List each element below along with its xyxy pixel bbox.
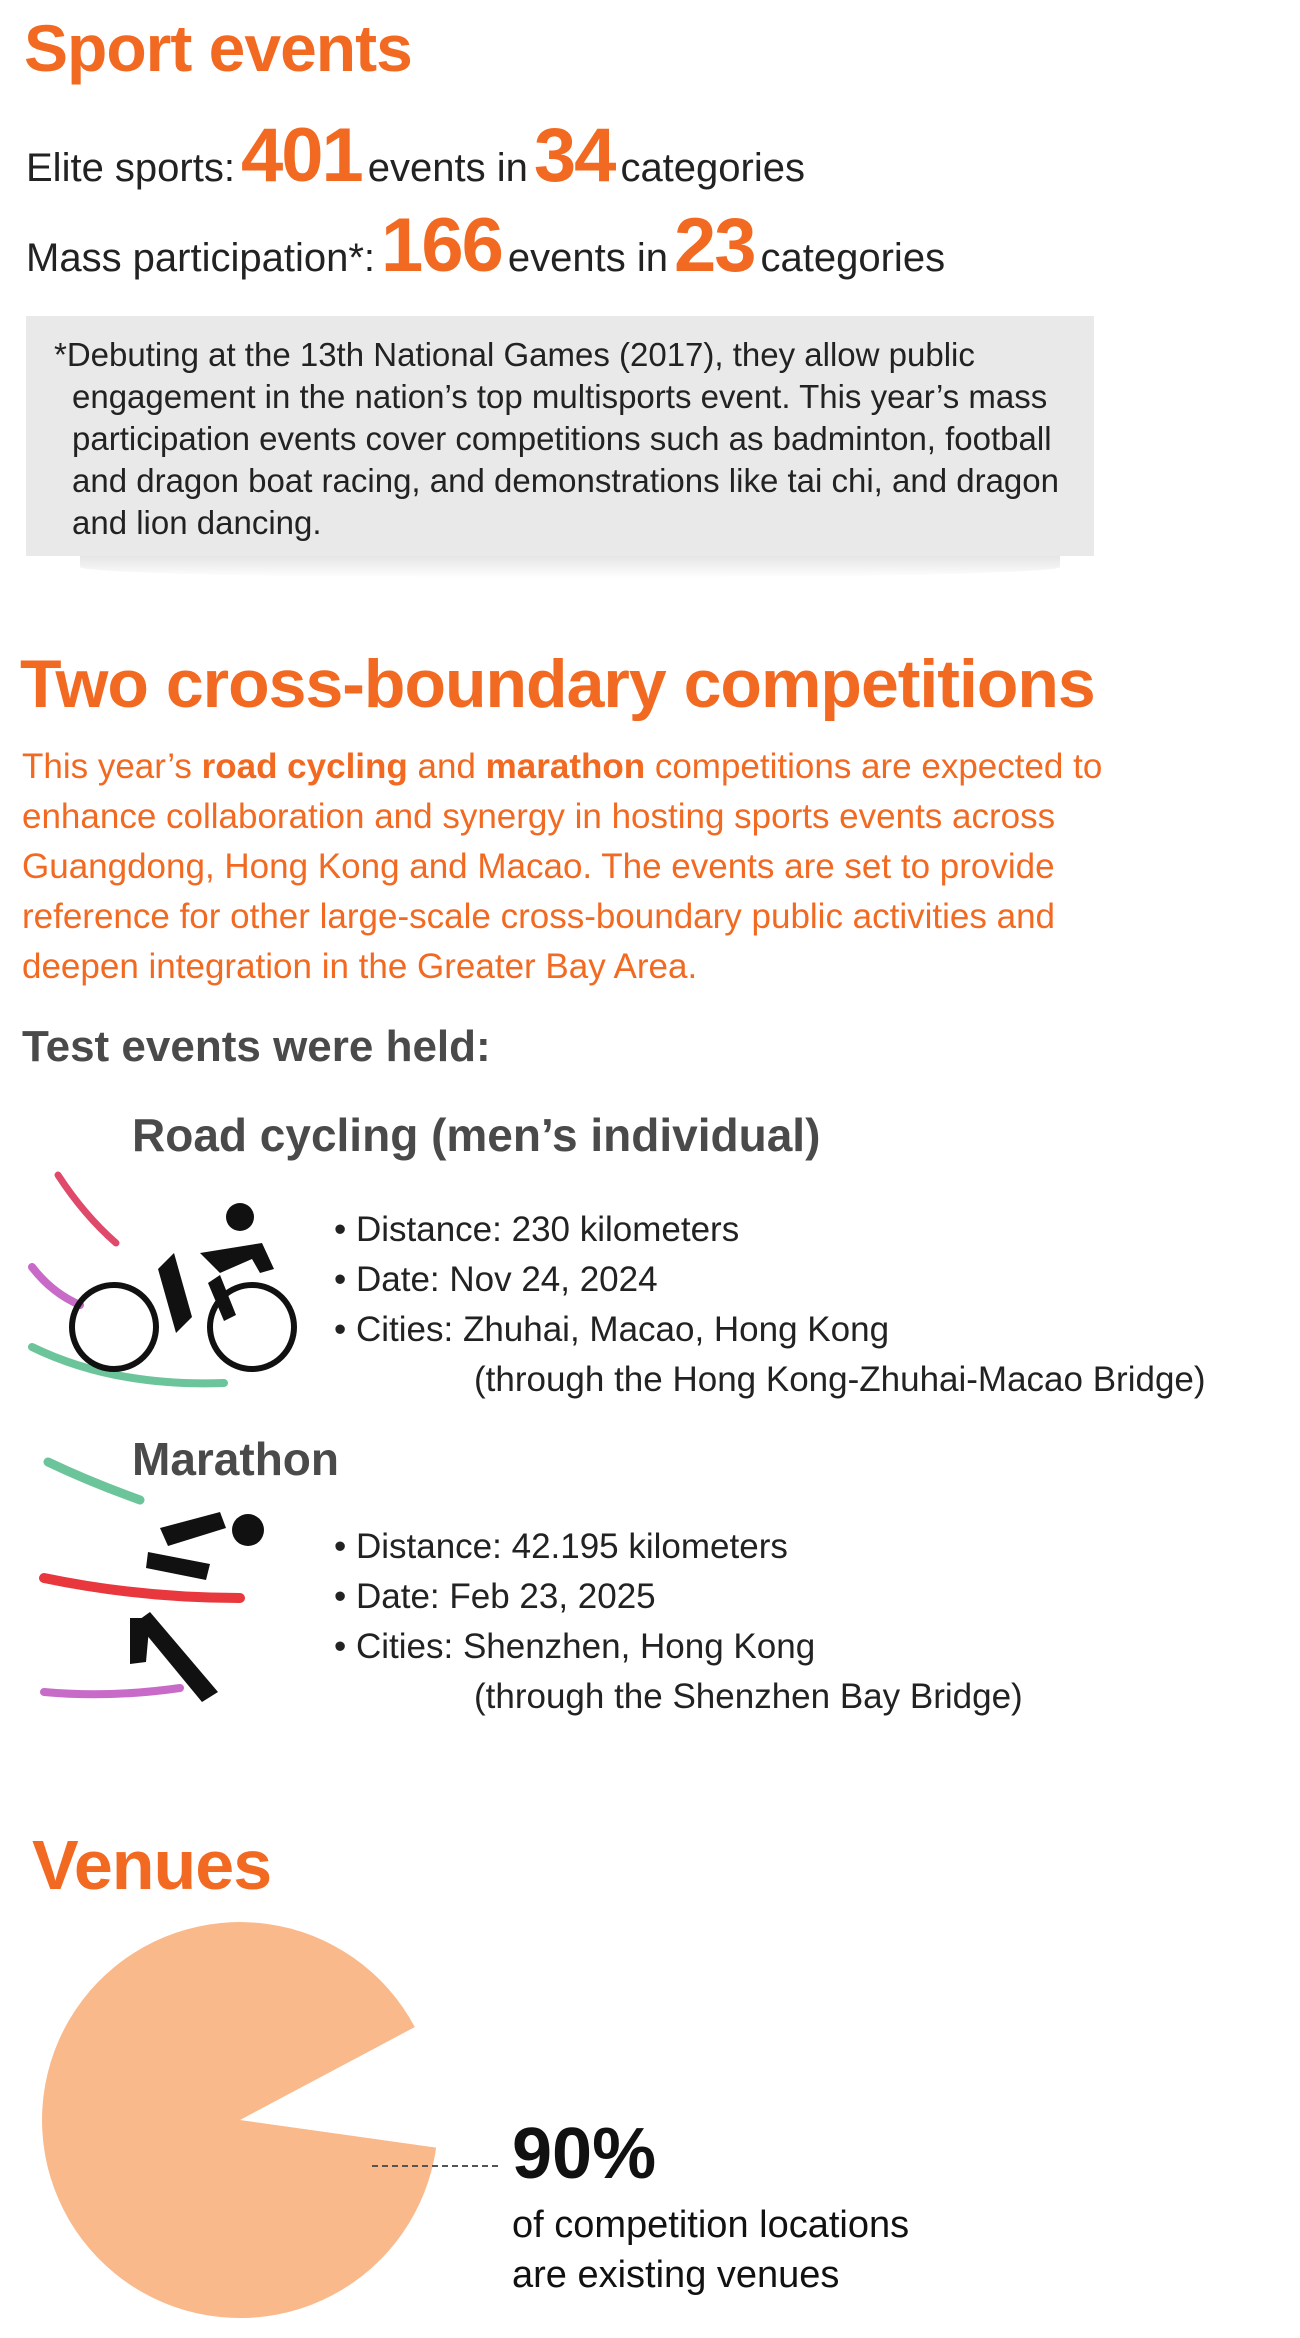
road-cycling-distance: • Distance: 230 kilometers — [334, 1210, 740, 1249]
mass-tail: categories — [760, 236, 946, 280]
marathon-date: • Date: Feb 23, 2025 — [334, 1577, 656, 1616]
road-cycling-cities: • Cities: Zhuhai, Macao, Hong Kong — [334, 1310, 890, 1349]
elite-categories-count: 34 — [533, 113, 615, 198]
venues-pie-chart — [40, 1910, 480, 2330]
mass-label: Mass participation*: — [26, 236, 376, 280]
marathon-route: (through the Shenzhen Bay Bridge) — [474, 1677, 1023, 1716]
note-shadow — [80, 556, 1060, 578]
pie-slice-existing-venues — [42, 1922, 436, 2318]
cyclist-icon — [24, 1165, 314, 1405]
road-cycling-bold: road cycling — [201, 747, 408, 786]
mass-participation-note: *Debuting at the 13th National Games (2017), they allow public engagement in the nation’s top multisports event. This year’s mass participation events cover competitions such as badminton, football and dragon boat racing, and demonstrations like tai chi, and dragon and lion dancing. — [26, 316, 1094, 556]
para-text-3: competitions are expected to enhance collaboration and synergy in hosting sports events across Guangdong, Hong Kong and Macao. The events are set to provide reference for other large-scale cross-boundary public activities and deepen integration in the Greater Bay Area. — [22, 747, 1103, 986]
marathon-details — [334, 1522, 1023, 1722]
mass-mid: events in — [507, 236, 668, 280]
marathon-bold: marathon — [485, 747, 646, 786]
venues-caption-line-1: of competition locations — [512, 2204, 910, 2246]
para-text-1: This year’s — [22, 747, 202, 786]
marathon-distance: • Distance: 42.195 kilometers — [334, 1527, 788, 1566]
venues-title: Venues — [32, 1826, 272, 1904]
marathon-title: Marathon — [132, 1433, 339, 1485]
marathon-cities: • Cities: Shenzhen, Hong Kong — [334, 1627, 816, 1666]
venues-caption — [512, 2200, 909, 2300]
sport-events-title: Sport events — [24, 11, 412, 85]
para-text-2: and — [407, 747, 486, 786]
elite-mid: events in — [367, 146, 528, 190]
pie-leader-line — [372, 2165, 498, 2167]
venues-caption-line-2: are existing venues — [512, 2254, 840, 2296]
mass-participation-line — [26, 203, 946, 288]
elite-sports-line — [26, 113, 805, 198]
runner-icon — [30, 1452, 300, 1722]
elite-tail: categories — [620, 146, 805, 190]
elite-events-count: 401 — [240, 113, 362, 198]
mass-categories-count: 23 — [673, 203, 755, 288]
road-cycling-title: Road cycling (men’s individual) — [132, 1109, 821, 1161]
mass-events-count: 166 — [381, 203, 502, 288]
test-events-heading: Test events were held: — [22, 1022, 491, 1071]
cross-boundary-paragraph — [22, 742, 1162, 992]
cross-boundary-title: Two cross-boundary competitions — [20, 646, 1095, 722]
road-cycling-details — [334, 1205, 1206, 1405]
elite-label: Elite sports: — [26, 146, 235, 190]
road-cycling-route: (through the Hong Kong-Zhuhai-Macao Bridge) — [474, 1360, 1206, 1399]
venues-percent: 90% — [512, 2114, 657, 2194]
road-cycling-date: • Date: Nov 24, 2024 — [334, 1260, 658, 1299]
